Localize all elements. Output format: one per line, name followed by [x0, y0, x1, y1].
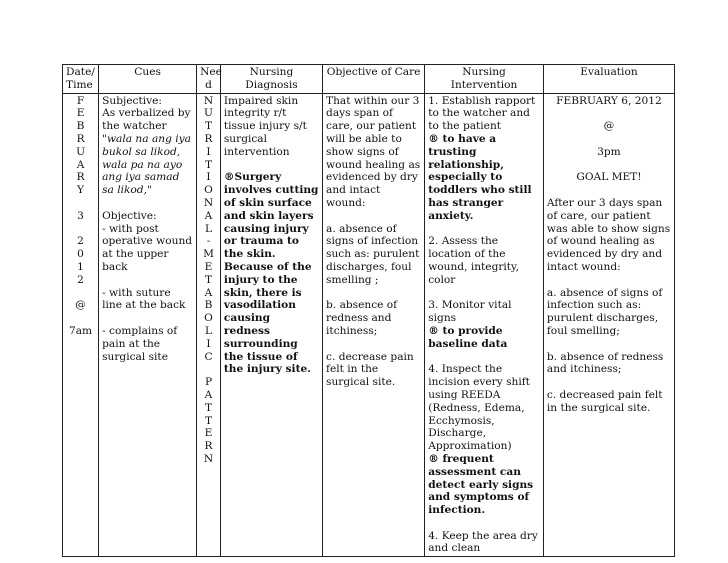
evaluation-time: 3pm [597, 145, 621, 158]
goal-status: GOAL MET! [576, 171, 642, 184]
date-time-char: A [76, 158, 85, 171]
need-char: I [206, 171, 211, 184]
need-char: B [204, 299, 213, 312]
date-time-char: B [76, 120, 85, 133]
date-time-cell [63, 93, 99, 557]
evaluation-cell [543, 93, 674, 557]
need-char: T [204, 414, 213, 427]
care-plan-row [63, 93, 675, 557]
need-char [200, 363, 217, 376]
date-time-char: E [76, 107, 85, 120]
need-char: R [204, 132, 213, 145]
date-time-char [66, 287, 95, 300]
date-time-char: 2 [77, 235, 84, 248]
evaluation-criteria-b: b. absence of redness and itchiness; [546, 350, 664, 376]
evaluation-date: FEBRUARY 6, 2012 [556, 94, 662, 107]
objective-criteria-c: c. decrease pain felt in the surgical site. [326, 350, 414, 389]
subjective-label: Subjective: [102, 94, 162, 107]
need-cell [197, 93, 221, 557]
need-char: O [204, 184, 213, 197]
header-cues: Cues [99, 65, 197, 94]
need-char: M [203, 248, 214, 261]
need-char: P [204, 376, 213, 389]
intervention-cell [425, 93, 544, 557]
header-row [63, 65, 675, 94]
need-char: A [204, 286, 213, 299]
objective-cue-2: - with suture line at the back [102, 286, 186, 312]
need-char: N [203, 196, 214, 209]
date-time-char: F [76, 94, 85, 107]
need-char: L [204, 324, 213, 337]
date-time-char [66, 223, 95, 236]
need-char: T [204, 120, 213, 133]
objective-goal: That within our 3 days span of care, our patient will be able to show signs of wound healing as evidenced by dry and intact wound: [326, 94, 421, 209]
header-need [197, 65, 221, 94]
intervention-2: 2. Assess the location of the wound, integrity, color [428, 235, 519, 286]
need-char: O [204, 312, 213, 325]
cues-cell [99, 93, 197, 557]
date-time-char: 1 [77, 260, 84, 273]
need-char: U [204, 107, 213, 120]
rationale-4: ® frequent assessment can detect early signs and symptoms of infection. [428, 452, 534, 517]
intervention-3: 3. Monitor vital signs [428, 299, 512, 325]
header-evaluation: Evaluation [543, 65, 674, 94]
date-time-char: Y [77, 184, 85, 197]
header-nursing-intervention: Nursing Intervention [425, 65, 544, 94]
need-char: I [206, 145, 211, 158]
need-char: L [204, 222, 213, 235]
evaluation-criteria-a: a. absence of signs of infection such as: purulent discharges, foul smelling; [546, 286, 663, 337]
date-time-char: 2 [77, 273, 84, 286]
diagnosis-cell [220, 93, 322, 557]
need-char: E [204, 260, 213, 273]
rationale-3: ® to provide baseline data [428, 324, 508, 350]
need-char: A [204, 388, 213, 401]
need-char: E [204, 427, 213, 440]
intervention-5: 4. Keep the area dry and clean [428, 529, 538, 555]
date-time-char: R [76, 171, 85, 184]
rationale-1: ® to have a trusting relationship, especially to toddlers who still has stranger anxiety. [428, 132, 532, 222]
need-char: T [204, 273, 213, 286]
evaluation-criteria-c: c. decreased pain felt in the surgical site. [546, 388, 663, 414]
need-char: R [204, 440, 213, 453]
need-char: T [204, 401, 213, 414]
objective-cue-3: - complains of pain at the surgical site [102, 324, 178, 363]
need-char: I [206, 337, 211, 350]
diagnosis-rationale: ®Surgery involves cutting of skin surface and skin layers causing injury or trauma to the skin. Because of the injury to the skin, there is vasodilation causing redness surrounding the tissue of the injury site. [223, 171, 319, 376]
header-nursing-diagnosis: Nursing Diagnosis [220, 65, 322, 94]
need-char: N [203, 94, 214, 107]
watcher-quote: "wala na ang iya bukol sa likod, wala pa na ayo ang iya samad sa likod," [102, 132, 191, 197]
objective-cue-1: - with post operative wound at the upper back [102, 222, 193, 273]
need-char: N [203, 452, 214, 465]
date-time-char [66, 312, 95, 325]
evaluation-at: @ [603, 120, 615, 133]
header-need-line2: d [205, 78, 212, 91]
objective-criteria-a: a. absence of signs of infection such as: purulent discharges, foul smelling ; [326, 222, 420, 286]
date-time-char: 0 [77, 248, 84, 261]
need-char: T [204, 158, 213, 171]
diagnosis-statement: Impaired skin integrity r/t tissue injury s/t surgical intervention [223, 94, 307, 158]
nursing-care-plan-table [62, 64, 675, 557]
intervention-4: 4. Inspect the incision every shift using REEDA (Redness, Edema, Ecchymosis, Discharge, Approximation) [428, 363, 530, 453]
header-need-line1: Nee [200, 66, 222, 78]
header-time-label: Time [66, 78, 93, 91]
objective-label: Objective: [102, 209, 157, 222]
verbalized-text: As verbalized by the watcher [102, 107, 191, 133]
date-time-char: 7am [69, 324, 93, 337]
need-char: C [204, 350, 213, 363]
header-date-label: Date/ [66, 66, 95, 78]
objective-criteria-b: b. absence of redness and itchiness; [326, 299, 398, 337]
intervention-1: 1. Establish rapport to the watcher and to the patient [428, 94, 536, 133]
date-time-char: U [76, 145, 86, 158]
evaluation-summary: After our 3 days span of care, our patient was able to show signs of wound healing as evidenced by dry and intact wound: [546, 196, 671, 273]
objective-cell [323, 93, 425, 557]
date-time-char: 3 [77, 209, 84, 222]
need-char: A [204, 209, 213, 222]
header-date-time [63, 65, 99, 94]
header-objective-of-care: Objective of Care [323, 65, 425, 94]
date-time-char [66, 197, 95, 210]
date-time-char: R [76, 132, 85, 145]
need-char: - [206, 235, 211, 248]
care-plan-page [62, 64, 675, 557]
date-time-char: @ [75, 299, 86, 312]
